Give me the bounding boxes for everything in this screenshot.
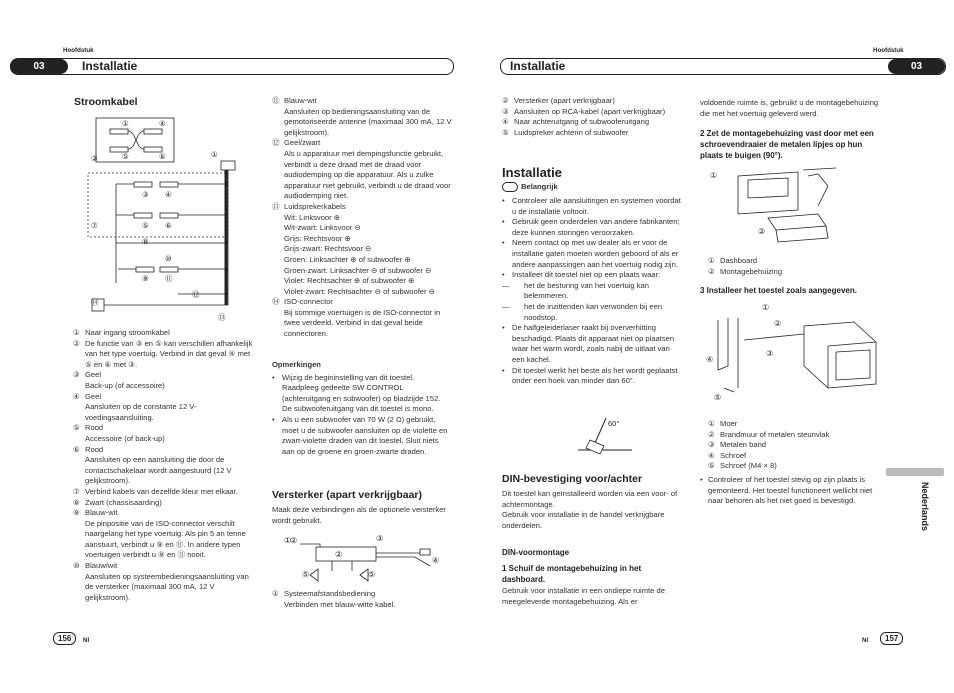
item-sub: Aansluiten op de constante 12 V-voedingsaansluiting. bbox=[85, 402, 197, 422]
warning-icon bbox=[502, 182, 518, 192]
din-title: DIN-bevestiging voor/achter bbox=[502, 473, 643, 485]
item-num: ⑭ bbox=[272, 297, 280, 307]
item-text: Metalen band bbox=[720, 440, 767, 450]
page-number-left: 156 bbox=[53, 632, 76, 645]
item-text: Naar achteruitgang of subwooferuitgang bbox=[514, 117, 650, 127]
header-bar-left bbox=[10, 58, 454, 75]
list-item bbox=[73, 328, 257, 339]
diagram-label: ① bbox=[122, 119, 129, 128]
list-item bbox=[73, 445, 257, 487]
diagram-label: ⑥ bbox=[159, 152, 166, 161]
list-item bbox=[73, 508, 257, 561]
diagram-label: ① bbox=[211, 150, 218, 159]
chapter-label-right: Hoofdstuk bbox=[873, 47, 904, 54]
list-item bbox=[73, 423, 257, 444]
item-sub: Back-up (of accessoire) bbox=[85, 380, 165, 390]
item-sub: Bij sommige voertuigen is de ISO-connector in twee verdeeld. Verbind in dat geval beide connectoren. bbox=[284, 307, 441, 339]
mounting-sleeve-diagram bbox=[708, 166, 848, 250]
list-item bbox=[73, 487, 257, 498]
item-num: ① bbox=[272, 589, 279, 598]
item-num: ⑤ bbox=[502, 127, 509, 137]
dash-item: — het de besturing van het voertuig kan belemmeren. bbox=[502, 281, 682, 302]
item-num: ③ bbox=[708, 440, 715, 450]
item-row bbox=[73, 498, 257, 509]
fig-label: ⑤ bbox=[714, 393, 722, 402]
item-text: Aansluiten op RCA-kabel (apart verkrijgbaar) bbox=[514, 106, 666, 116]
list-item bbox=[708, 451, 878, 462]
diagram-label: ⑭ bbox=[91, 298, 99, 307]
chapter-badge-right: 03 bbox=[888, 59, 945, 74]
item-row bbox=[272, 202, 452, 213]
item-num: ② bbox=[502, 96, 509, 105]
item-line: Violet-zwart: Rechtsachter ⊖ of subwoofer ⊖ bbox=[284, 286, 436, 296]
bullet-text: Dit toestel werkt het beste als het wordt geplaatst onder een hoek van minder dan 60°. bbox=[512, 365, 678, 386]
item-line: Violet: Rechtsachter ⊕ of subwoofer ⊕ bbox=[284, 276, 415, 286]
item-row bbox=[502, 128, 682, 139]
item-text: Brandmuur of metalen steunvlak bbox=[720, 429, 830, 439]
item-num: ① bbox=[708, 256, 715, 265]
bullet-item: • Controleer alle aansluitingen en systemen voordat u de installatie voltooit. bbox=[502, 196, 681, 216]
item-num: ① bbox=[708, 419, 715, 428]
item-num: ⑤ bbox=[708, 461, 715, 471]
item-line: Grijs-zwart: Rechtsvoor ⊖ bbox=[284, 244, 372, 254]
bullet-item: • Installeer dit toestel niet op een plaats waar: bbox=[502, 270, 661, 280]
bullet-text: Gebruik geen onderdelen van andere fabrikanten; deze kunnen storingen veroorzaken. bbox=[512, 217, 680, 237]
list-item bbox=[502, 128, 682, 139]
item-text: Naar ingang stroomkabel bbox=[85, 328, 170, 337]
item-num: ② bbox=[73, 338, 80, 348]
footer-lang-right: Nl bbox=[862, 637, 869, 644]
cont-text: voldoende ruimte is, gebruikt u de montagebehuizing die met het voertuig geleverd werd. bbox=[700, 98, 879, 118]
item-row bbox=[708, 267, 878, 278]
item-num: ④ bbox=[708, 450, 715, 460]
chapter-label-left: Hoofdstuk bbox=[63, 47, 94, 54]
step-1-text: Gebruik voor installatie in een ondiepe ruimte de meegeleverde montagebehuizing. Als er bbox=[502, 586, 665, 606]
item-row bbox=[73, 328, 257, 339]
item-sub: Als u apparatuur met dempingsfunctie gebruikt, verbindt u deze draad met de draad voor audiodemping op die apparatuur. Als u zulke apparatuur niet gebruikt, verbindt u de draad voor audiodemping niet. bbox=[284, 148, 451, 201]
item-text: Versterker (apart verkrijgbaar) bbox=[514, 96, 615, 105]
item-row bbox=[272, 96, 452, 107]
item-num: ⑩ bbox=[73, 561, 80, 571]
item-sub: Aansluiten op bedieningsaansluiting van de gemotoriseerde antenne (maximaal 300 mA, 12 V gelijkstroom). bbox=[284, 106, 452, 137]
angle-diagram bbox=[570, 410, 640, 456]
dash-text: het de inzittenden kan verwonden bij een noodstop. bbox=[524, 301, 663, 322]
important-label bbox=[502, 182, 558, 193]
header-title-left: Installatie bbox=[82, 59, 138, 73]
item-num: ④ bbox=[502, 117, 509, 127]
list-item bbox=[73, 561, 257, 603]
diagram-label: ⑧ bbox=[142, 237, 149, 246]
item-row bbox=[272, 138, 452, 149]
item-row bbox=[272, 297, 452, 308]
note-text: Wijzig de begininstelling van dit toestel. Raadpleeg gedeelte SW CONTROL (achteruitgang en subwoofer) op bladzijde 152. De subwooferuitgang van dit toestel is mono. bbox=[282, 372, 441, 414]
note-item: • Wijzig de begininstelling van dit toestel. Raadpleeg gedeelte SW CONTROL (achteruitgang en subwoofer) op bladzijde 152. De subwooferuitgang van dit toestel is mono. bbox=[272, 373, 452, 415]
diagram-label: ⑨ bbox=[142, 274, 149, 283]
item-row bbox=[73, 508, 257, 519]
list-item bbox=[502, 107, 682, 118]
item-row bbox=[708, 440, 878, 451]
fig-label: ② bbox=[758, 227, 766, 236]
item-sub: Aansluiten op systeembedieningsaansluiting van de versterker (maximaal 300 mA, 12 V gelijkstroom). bbox=[85, 571, 249, 602]
item-sub: Accessoire (of back-up) bbox=[85, 433, 165, 443]
angle-label: 60° bbox=[608, 419, 620, 428]
item-line: Wit-zwart: Linksvoor ⊖ bbox=[284, 223, 361, 233]
item-text: Blauw-wit bbox=[284, 96, 317, 105]
item-text: Blauw-wit bbox=[85, 508, 118, 518]
bullet-text: Installeer dit toestel niet op een plaats waar: bbox=[512, 270, 661, 280]
item-sub: Verbinden met blauw-witte kabel. bbox=[284, 599, 396, 609]
step-2: 2 Zet de montagebehuizing vast door met een schroevendraaier de metalen lipjes op hun plaats te buigen (90°). bbox=[700, 129, 874, 160]
amp-title: Versterker (apart verkrijgbaar) bbox=[272, 489, 422, 501]
item-num: ① bbox=[73, 328, 80, 337]
section-title-stroomkabel: Stroomkabel bbox=[74, 96, 138, 108]
list-item bbox=[708, 419, 878, 430]
footer-lang-left: Nl bbox=[83, 637, 90, 644]
item-row bbox=[502, 96, 682, 107]
bullet-text: Controleer alle aansluitingen en systemen voordat u de installatie voltooit. bbox=[512, 196, 681, 216]
item-num: ⑫ bbox=[272, 138, 280, 148]
page-number-right: 157 bbox=[880, 632, 903, 645]
amp-label: ① bbox=[284, 536, 292, 545]
right-amp-items bbox=[502, 96, 682, 138]
list-item bbox=[73, 370, 257, 391]
install-diagram bbox=[704, 300, 886, 412]
diagram-label: ② bbox=[91, 154, 98, 163]
item-line: Groen: Linksachter ⊕ of subwoofer ⊕ bbox=[284, 254, 411, 264]
amp-label: ③ bbox=[376, 534, 384, 543]
bullet-text: Neem contact op met uw dealer als er voor de installatie gaten moeten worden geboord of als er andere aanpassingen aan het voertuig nodig zijn. bbox=[512, 238, 679, 269]
item-text: Rood bbox=[85, 423, 104, 433]
chapter-badge-left: 03 bbox=[10, 59, 68, 74]
item-num: ⑤ bbox=[73, 423, 80, 433]
item-row bbox=[502, 117, 682, 128]
list-item bbox=[272, 202, 452, 297]
amp-item bbox=[272, 589, 452, 610]
item-text: Moer bbox=[720, 419, 738, 428]
diagram-label: ⑥ bbox=[165, 221, 172, 230]
dash-text: het de besturing van het voertuig kan belemmeren. bbox=[524, 280, 649, 301]
dash-item: — het de inzittenden kan verwonden bij een noodstop. bbox=[502, 302, 682, 323]
diagram-label: ⑤ bbox=[142, 221, 149, 230]
item-text: Rood bbox=[85, 444, 104, 454]
notes-block bbox=[272, 360, 452, 457]
list-item bbox=[708, 256, 878, 267]
bullet-item: • Gebruik geen onderdelen van andere fabrikanten; deze kunnen storingen veroorzaken. bbox=[502, 217, 682, 238]
item-row bbox=[73, 487, 257, 498]
item-row bbox=[73, 339, 257, 371]
item-num: ⑧ bbox=[73, 497, 80, 507]
diagram-label: ⑫ bbox=[192, 290, 200, 299]
list-item bbox=[272, 297, 452, 339]
item-num: ③ bbox=[73, 370, 80, 380]
item-row bbox=[708, 451, 878, 462]
item-row bbox=[502, 107, 682, 118]
item-row bbox=[73, 445, 257, 456]
item-line: Grijs: Rechtsvoor ⊕ bbox=[284, 233, 351, 243]
bullet-item: • Dit toestel werkt het beste als het wordt geplaatst onder een hoek van minder dan 60°. bbox=[502, 366, 682, 387]
item-sub: Aansluiten op een aansluiting die door de contactschakelaar wordt aangestuurd (12 V gelijkstroom). bbox=[85, 455, 232, 486]
item-row bbox=[708, 256, 878, 267]
list-item bbox=[502, 117, 682, 128]
item-num: ⑬ bbox=[272, 201, 280, 211]
important-text: Belangrijk bbox=[521, 182, 558, 191]
item-text: Luidspreker achterin of subwoofer bbox=[514, 127, 629, 137]
bullet-text: De halfgeleiderlaser raakt bij oververhitting beschadigd. Plaats dit apparaat niet op plaatsen waar het warm wordt, zoals nabij de uitlaat van een kachel. bbox=[512, 323, 675, 364]
diagram-label: ④ bbox=[159, 119, 166, 128]
header-bar-right bbox=[500, 58, 946, 75]
list-item bbox=[708, 430, 878, 441]
list-item bbox=[272, 138, 452, 202]
item-text: Schroef (M4 × 8) bbox=[720, 461, 777, 471]
item-text: Luidsprekerkabels bbox=[284, 201, 346, 211]
item-text: Geel bbox=[85, 391, 102, 401]
fig1-legend bbox=[708, 256, 878, 277]
left-items bbox=[73, 328, 257, 603]
item-num: ② bbox=[708, 429, 715, 439]
item-num: ⑦ bbox=[73, 486, 80, 496]
amp-label: ② bbox=[290, 536, 298, 545]
bottom-note: • Controleer of het toestel stevig op zijn plaats is gemonteerd. Het toestel functioneert wellicht niet naar behoren als het niet goed is bevestigd. bbox=[700, 475, 880, 507]
power-cable-diagram bbox=[86, 113, 246, 325]
item-num: ⑨ bbox=[73, 508, 80, 518]
note-item: • Als u een subwoofer van 70 W (2 Ω) gebruikt, moet u de subwoofer aansluiten op de violette en zwart-violette draden van dit toestel. Sluit niets aan op de groene en groen-zwarte draden. bbox=[272, 415, 452, 457]
diagram-label: ⑬ bbox=[218, 313, 226, 322]
note-text: Als u een subwoofer van 70 W (2 Ω) gebruikt, moet u de subwoofer aansluiten op de violette en zwart-violette draden van dit toestel. Sluit niets aan op de groene en groen-zwarte draden. bbox=[282, 414, 448, 456]
item-text: Verbind kabels van dezelfde kleur met elkaar. bbox=[85, 486, 238, 496]
fig-label: ④ bbox=[706, 355, 714, 364]
diagram-label: ③ bbox=[142, 190, 149, 199]
mid-items bbox=[272, 96, 452, 340]
note-text: Controleer of het toestel stevig op zijn plaats is gemonteerd. Het toestel functioneert wellicht niet naar behoren als het niet goed is bevestigd. bbox=[708, 475, 873, 506]
item-row bbox=[73, 370, 257, 381]
item-num: ③ bbox=[502, 106, 509, 116]
step-1: 1 Schuif de montagebehuizing in het dashboard. bbox=[502, 564, 642, 584]
diagram-label: ④ bbox=[165, 190, 172, 199]
item-num: ⑥ bbox=[73, 444, 80, 454]
amp-label: ⑤ bbox=[368, 570, 376, 579]
fig-label: ① bbox=[762, 303, 770, 312]
list-item bbox=[708, 267, 878, 278]
diagram-label: ⑪ bbox=[165, 274, 173, 283]
item-row bbox=[708, 461, 878, 472]
din-front-title: DIN-voormontage bbox=[502, 548, 570, 557]
item-text: Blauw/wit bbox=[85, 561, 118, 571]
list-item bbox=[272, 96, 452, 138]
list-item bbox=[73, 339, 257, 371]
amp-label: ④ bbox=[432, 556, 440, 565]
list-item bbox=[502, 96, 682, 107]
item-row bbox=[73, 423, 257, 434]
item-row bbox=[73, 392, 257, 403]
amp-label: ⑤ bbox=[302, 570, 310, 579]
amplifier-diagram bbox=[280, 531, 450, 587]
install-bullets bbox=[502, 196, 682, 387]
list-item bbox=[708, 440, 878, 451]
fig-label: ③ bbox=[766, 349, 774, 358]
item-num: ④ bbox=[73, 391, 80, 401]
fig-label: ② bbox=[774, 319, 782, 328]
item-text: ISO-connector bbox=[284, 297, 333, 307]
notes-title: Opmerkingen bbox=[272, 360, 321, 369]
amp-intro: Maak deze verbindingen als de optionele versterker wordt gebruikt. bbox=[272, 505, 446, 525]
list-item bbox=[708, 461, 878, 472]
diagram-label: ⑦ bbox=[91, 221, 98, 230]
item-sub: De pinpositie van de ISO-connector verschilt naargelang het type voertuig. Als pin 5 an tenne aanstuurt, verbindt u ⑨ en ⑪. In andere typen voertuigen verbindt u ⑨ en ⑪ nooit. bbox=[85, 518, 246, 560]
item-row bbox=[708, 419, 878, 430]
bullet-item: • Neem contact op met uw dealer als er voor de installatie gaten moeten worden geboord of als er andere aanpassingen aan het voertuig nodig zijn. bbox=[502, 238, 682, 270]
list-item bbox=[73, 392, 257, 424]
item-line: Wit: Linksvoor ⊕ bbox=[284, 212, 341, 222]
item-text: Zwart (chassisaarding) bbox=[85, 497, 162, 507]
side-tab-bar bbox=[886, 468, 944, 476]
list-item bbox=[73, 498, 257, 509]
fig2-legend bbox=[708, 419, 878, 472]
item-text: Geel/zwart bbox=[284, 138, 321, 148]
item-text: Dashboard bbox=[720, 256, 758, 265]
item-text: Geel bbox=[85, 370, 102, 380]
item-text: Schroef bbox=[720, 450, 747, 460]
item-row bbox=[73, 561, 257, 572]
fig-label: ① bbox=[710, 171, 718, 180]
diagram-label: ⑩ bbox=[165, 254, 172, 263]
item-num: ② bbox=[708, 266, 715, 276]
item-text: De functie van ③ en ⑤ kan verschillen afhankelijk van het type voertuig. Verbind in dat geval ④ met ⑤ en ⑥ met ③. bbox=[85, 338, 253, 369]
item-text: Systeemafstandsbediening bbox=[284, 589, 376, 598]
item-row bbox=[708, 430, 878, 441]
diagram-label: ⑤ bbox=[122, 152, 129, 161]
item-num: ⑪ bbox=[272, 96, 280, 105]
header-title-right: Installatie bbox=[510, 59, 566, 73]
side-tab-language: Nederlands bbox=[920, 482, 930, 532]
item-text: Montagebehuizing bbox=[720, 266, 783, 276]
step-3: 3 Installeer het toestel zoals aangegeven. bbox=[700, 286, 857, 295]
item-line: Groen-zwart: Linksachter ⊖ of subwoofer ⊖ bbox=[284, 265, 432, 275]
bullet-item: • De halfgeleiderlaser raakt bij oververhitting beschadigd. Plaats dit apparaat niet op plaatsen waar het warm wordt, zoals nabij de uitlaat van een kachel. bbox=[502, 323, 682, 365]
installatie-title: Installatie bbox=[502, 165, 562, 180]
amp-label: ② bbox=[335, 550, 343, 559]
din-text: Dit toestel kan geïnstalleerd worden via een voor- of achtermontage. Gebruik voor installatie in de handel verkrijgbare onderdelen. bbox=[502, 489, 678, 530]
